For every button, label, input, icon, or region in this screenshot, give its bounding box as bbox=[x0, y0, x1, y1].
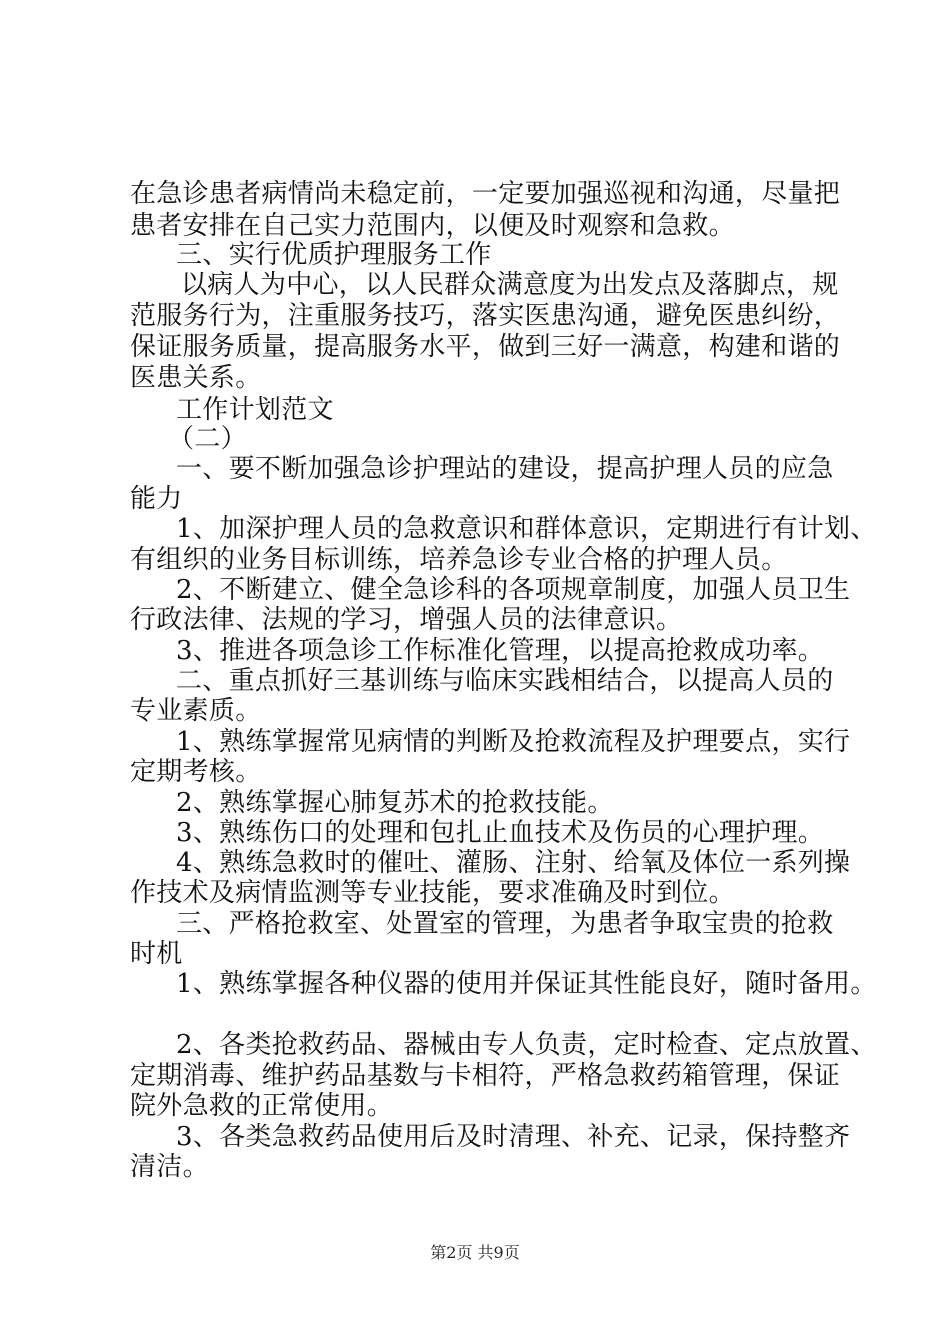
body-text-line: 范服务行为，注重服务技巧，落实医患沟通，避免医患纠纷， bbox=[130, 301, 841, 331]
sub-title: （二） bbox=[168, 424, 247, 454]
body-text-line: 定期考核。 bbox=[130, 757, 262, 787]
section-heading: 三、严格抢救室、处置室的管理，为患者争取宝贵的抢救 bbox=[176, 909, 834, 939]
section-heading: 二、重点抓好三基训练与临床实践相结合，以提高人员的 bbox=[176, 666, 834, 696]
body-text-line: 1、熟练掌握常见病情的判断及抢救流程及护理要点，实行 bbox=[176, 727, 851, 757]
body-text-line: 保证服务质量，提高服务水平，做到三好一满意，构建和谐的 bbox=[130, 332, 841, 362]
page-footer: 第2页 共9页 bbox=[430, 1243, 520, 1262]
body-text-line: 行政法律、法规的学习，增强人员的法律意识。 bbox=[130, 605, 683, 635]
body-text-line: 医患关系。 bbox=[130, 363, 262, 393]
body-text-line: 3、熟练伤口的处理和包扎止血技术及伤员的心理护理。 bbox=[176, 818, 825, 848]
body-text-line: 以病人为中心，以人民群众满意度为出发点及落脚点，规 bbox=[181, 270, 839, 300]
body-text-line: 院外急救的正常使用。 bbox=[130, 1091, 394, 1121]
body-text-line: 时机 bbox=[130, 939, 183, 969]
body-text-line: 定期消毒、维护药品基数与卡相符，严格急救药箱管理，保证 bbox=[130, 1061, 841, 1091]
body-text-line: 清洁。 bbox=[130, 1152, 209, 1182]
body-text-line: 3、各类急救药品使用后及时清理、补充、记录，保持整齐 bbox=[176, 1122, 851, 1152]
body-text-line: 4、熟练急救时的催吐、灌肠、注射、给氧及体位一系列操 bbox=[176, 848, 851, 878]
body-text-line: 患者安排在自己实力范围内，以便及时观察和急救。 bbox=[130, 211, 735, 241]
body-text-line: 能力 bbox=[130, 484, 183, 514]
body-text-line: 作技术及病情监测等专业技能，要求准确及时到位。 bbox=[130, 878, 735, 908]
section-heading: 三、实行优质护理服务工作 bbox=[176, 240, 492, 270]
body-text-line: 2、不断建立、健全急诊科的各项规章制度，加强人员卫生 bbox=[176, 575, 851, 605]
sub-title: 工作计划范文 bbox=[176, 395, 334, 425]
body-text-line: 1、熟练掌握各种仪器的使用并保证其性能良好，随时备用。 bbox=[176, 969, 877, 999]
body-text-line: 在急诊患者病情尚未稳定前，一定要加强巡视和沟通，尽量把 bbox=[130, 179, 841, 209]
body-text-line: 3、推进各项急诊工作标准化管理，以提高抢救成功率。 bbox=[176, 636, 825, 666]
body-text-line: 2、熟练掌握心肺复苏术的抢救技能。 bbox=[176, 788, 614, 818]
body-text-line: 有组织的业务目标训练，培养急诊专业合格的护理人员。 bbox=[130, 545, 788, 575]
section-heading: 一、要不断加强急诊护理站的建设，提高护理人员的应急 bbox=[176, 454, 834, 484]
body-text-line: 专业素质。 bbox=[130, 696, 262, 726]
body-text-line: 2、各类抢救药品、器械由专人负责，定时检查、定点放置、 bbox=[176, 1030, 877, 1060]
body-text-line: 1、加深护理人员的急救意识和群体意识，定期进行有计划、 bbox=[176, 514, 877, 544]
